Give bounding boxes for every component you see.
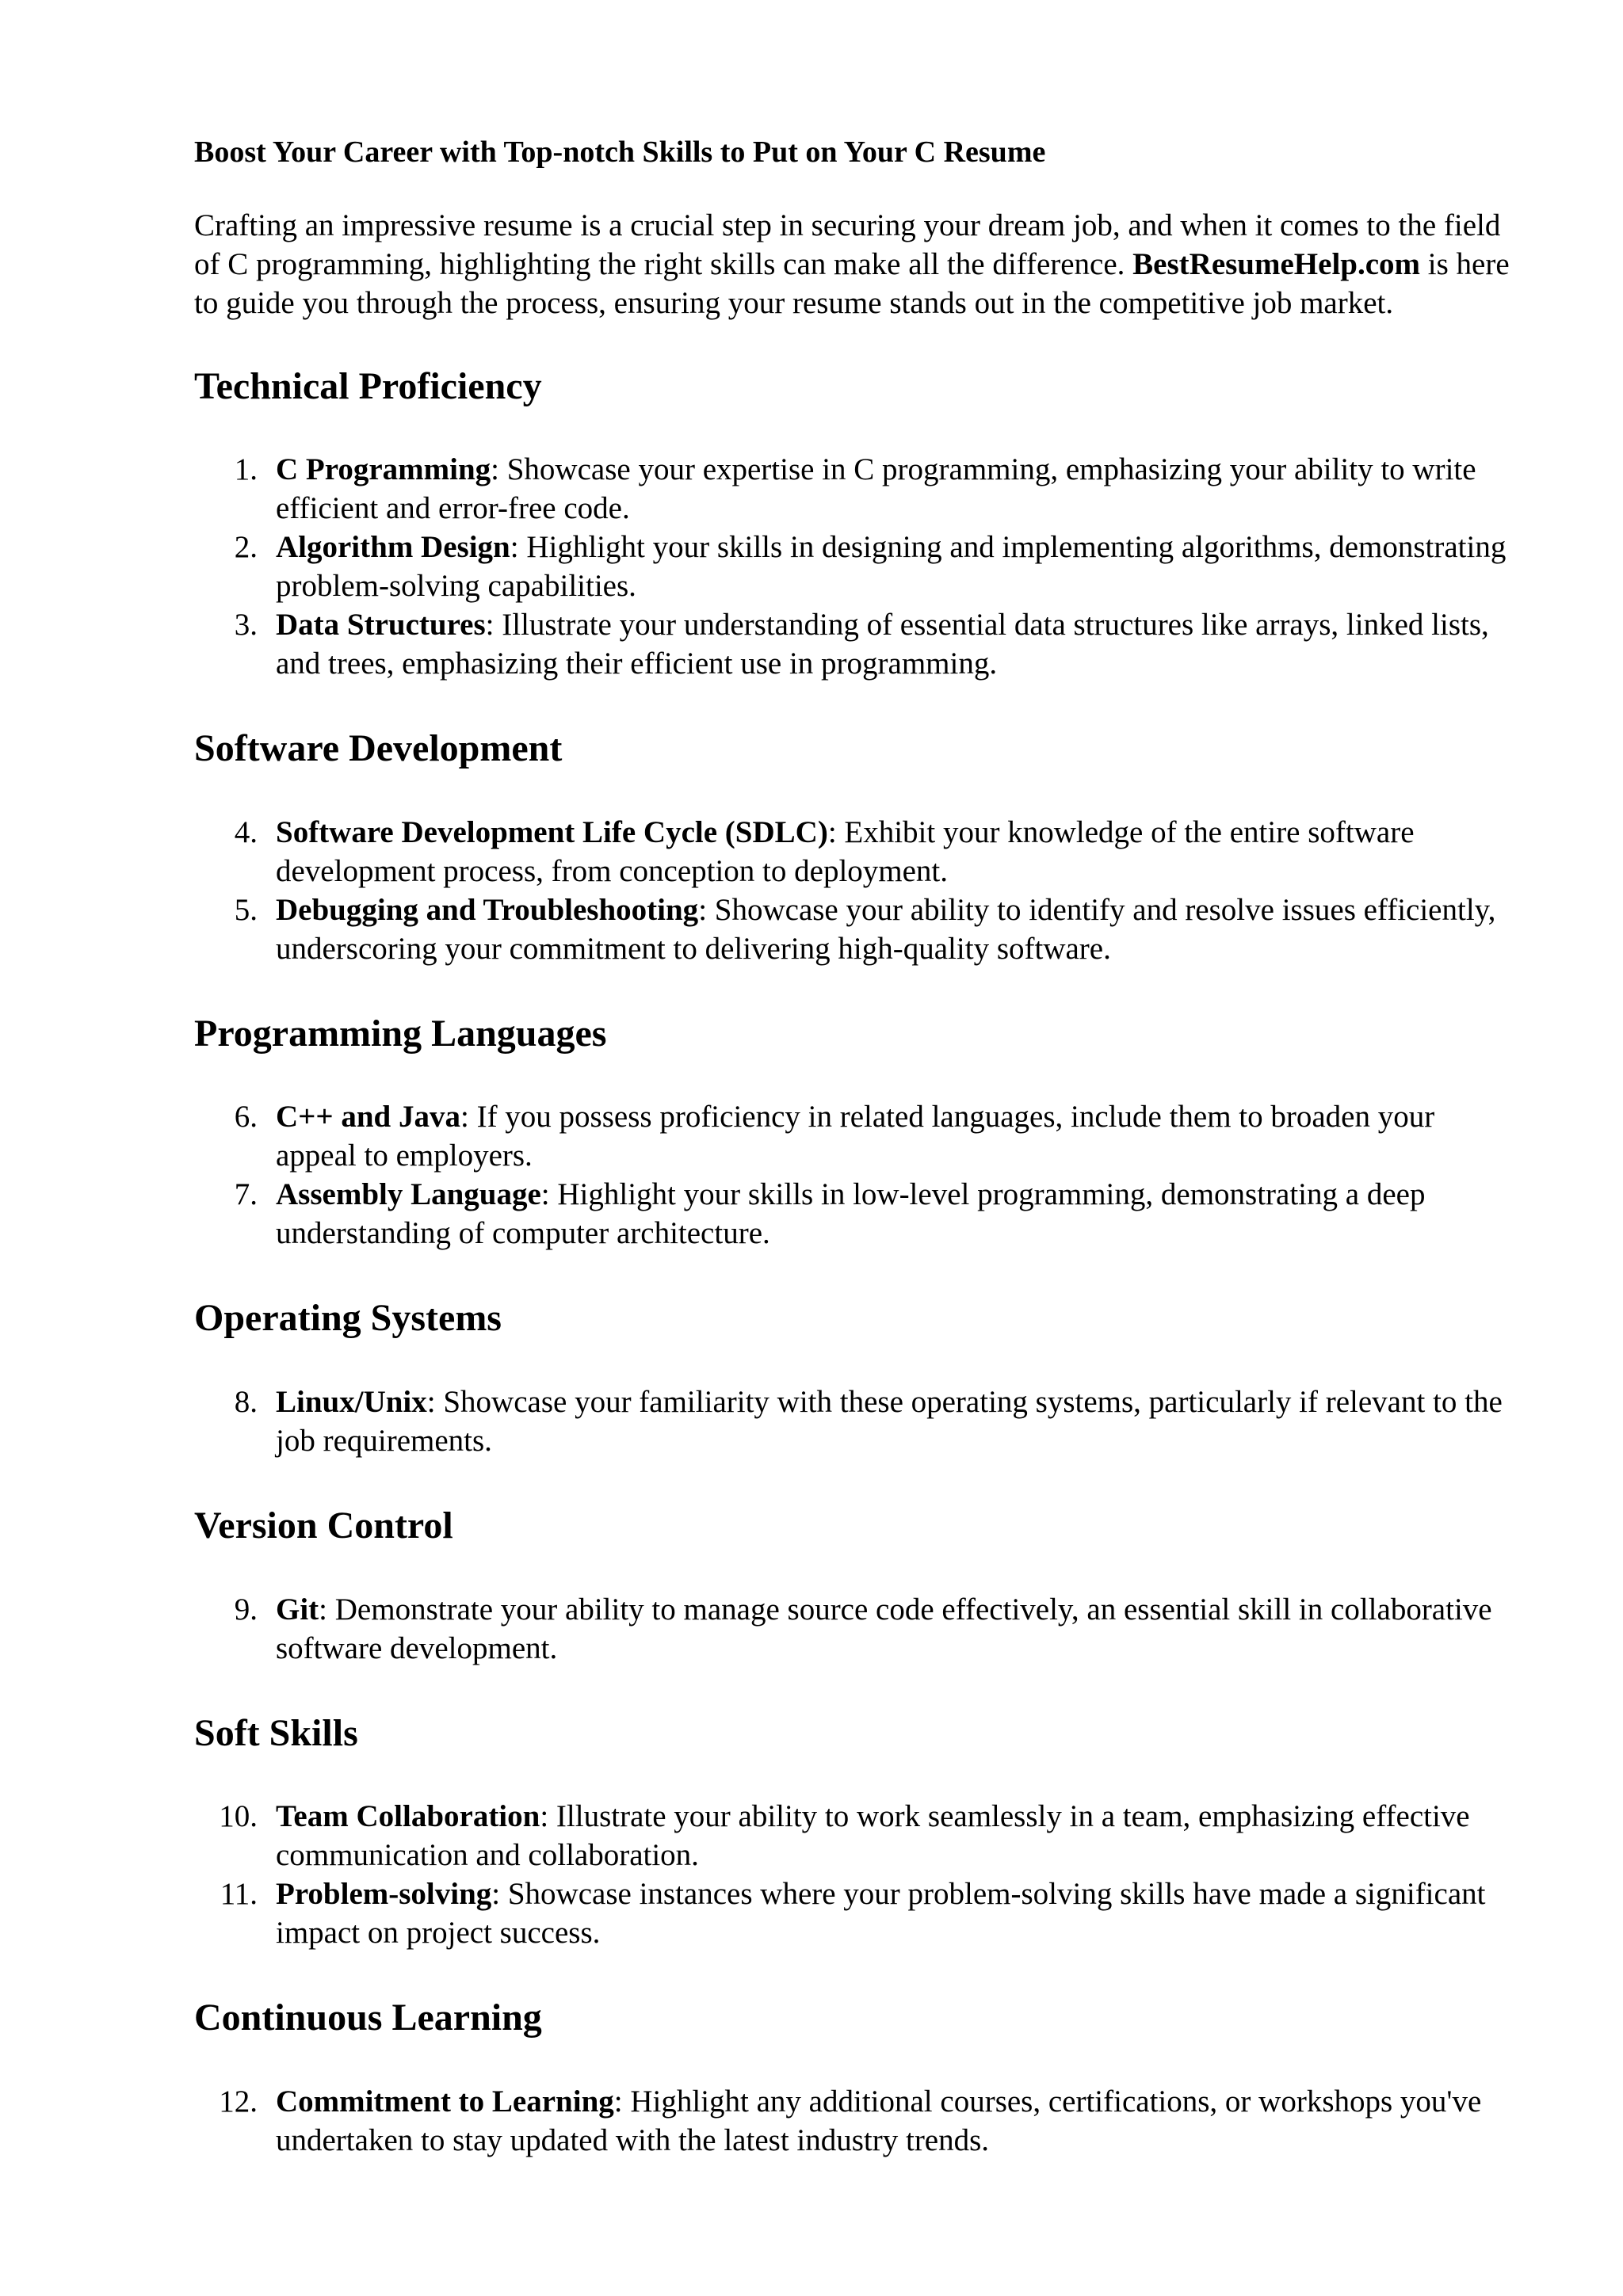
intro-text-after: is here to guide you through the process, ensuring your resume stands out in the competitive job market.	[194, 246, 1510, 320]
item-term: Linux/Unix	[276, 1384, 427, 1419]
item-number: 2.	[234, 530, 258, 565]
section-operating-systems	[194, 1295, 1512, 1460]
section-continuous-learning	[194, 1995, 1512, 2160]
item-term: Assembly Language	[276, 1177, 541, 1212]
section-technical-proficiency	[194, 364, 1512, 684]
item-description: : Showcase your expertise in C programming, emphasizing your ability to write efficient and error-free code.	[276, 452, 1476, 526]
list-item	[194, 1797, 1512, 1875]
item-term: Problem-solving	[276, 1877, 492, 1912]
item-term: Debugging and Troubleshooting	[276, 892, 699, 927]
item-number: 1.	[234, 452, 258, 487]
document-title: Boost Your Career with Top-notch Skills to Put on Your C Resume	[194, 135, 1046, 169]
item-number: 10.	[219, 1799, 258, 1834]
item-term: Algorithm Design	[276, 530, 510, 565]
list-item	[194, 1383, 1512, 1460]
item-term: C Programming	[276, 452, 491, 487]
section-version-control	[194, 1503, 1512, 1668]
item-number: 8.	[234, 1384, 258, 1419]
list-item	[194, 1590, 1512, 1668]
item-term: Team Collaboration	[276, 1799, 540, 1834]
list-item	[194, 528, 1512, 605]
item-term: Data Structures	[276, 608, 486, 643]
skill-list	[194, 813, 1512, 968]
item-number: 12.	[219, 2084, 258, 2119]
item-number: 9.	[234, 1592, 258, 1627]
skill-list	[194, 1097, 1512, 1253]
item-term: Git	[276, 1592, 319, 1627]
item-number: 5.	[234, 892, 258, 927]
item-number: 11.	[220, 1877, 258, 1912]
item-number: 6.	[234, 1100, 258, 1135]
item-number: 7.	[234, 1177, 258, 1212]
item-term: Software Development Life Cycle (SDLC)	[276, 814, 828, 849]
intro-text-before: Crafting an impressive resume is a crucial step in securing your dream job, and when it comes to the field of C programming, highlighting the right skills can make all the difference.	[194, 208, 1501, 281]
item-description: : Highlight your skills in designing and implementing algorithms, demonstrating problem-solving capabilities.	[276, 530, 1507, 604]
section-heading: Software Development	[194, 727, 563, 770]
skill-list	[194, 1590, 1512, 1668]
list-item	[194, 605, 1512, 683]
list-item	[194, 891, 1512, 968]
item-description: : Highlight your skills in low-level programming, demonstrating a deep understanding of computer architecture.	[276, 1177, 1426, 1251]
list-item	[194, 450, 1512, 528]
list-item	[194, 1097, 1512, 1175]
section-heading: Programming Languages	[194, 1012, 607, 1055]
list-item	[194, 1875, 1512, 1952]
item-term: Commitment to Learning	[276, 2084, 614, 2119]
item-description: : Highlight any additional courses, certifications, or workshops you've undertaken to stay updated with the latest industry trends.	[276, 2084, 1482, 2157]
item-description: : If you possess proficiency in related languages, include them to broaden your appeal to employers.	[276, 1100, 1435, 1173]
section-heading: Continuous Learning	[194, 1997, 542, 2039]
item-number: 3.	[234, 608, 258, 643]
section-heading: Technical Proficiency	[194, 364, 542, 407]
section-heading: Operating Systems	[194, 1297, 502, 1340]
list-item	[194, 813, 1512, 891]
item-description: : Showcase your ability to identify and resolve issues efficiently, underscoring your commitment to delivering high-quality software.	[276, 892, 1496, 966]
section-heading: Soft Skills	[194, 1711, 358, 1754]
item-description: : Showcase your familiarity with these operating systems, particularly if relevant to the job requirements.	[276, 1384, 1503, 1458]
skill-list	[194, 450, 1512, 683]
section-heading: Version Control	[194, 1504, 453, 1547]
item-description: : Showcase instances where your problem-solving skills have made a significant impact on project success.	[276, 1877, 1486, 1951]
list-item	[194, 2082, 1512, 2160]
item-number: 4.	[234, 814, 258, 849]
skill-list	[194, 2082, 1512, 2160]
section-programming-languages	[194, 1011, 1512, 1253]
section-soft-skills	[194, 1711, 1512, 1953]
intro-brand: BestResumeHelp.com	[1132, 246, 1421, 281]
list-item	[194, 1175, 1512, 1253]
item-description: : Demonstrate your ability to manage source code effectively, an essential skill in collaborative software development.	[276, 1592, 1492, 1665]
item-term: C++ and Java	[276, 1100, 460, 1135]
item-description: : Illustrate your understanding of essential data structures like arrays, linked lists, and trees, emphasizing their efficient use in programming.	[276, 608, 1489, 681]
item-description: : Illustrate your ability to work seamlessly in a team, emphasizing effective communication and collaboration.	[276, 1799, 1470, 1873]
skill-list	[194, 1797, 1512, 1952]
item-description: : Exhibit your knowledge of the entire software development process, from conception to deployment.	[276, 814, 1415, 888]
section-software-development	[194, 726, 1512, 968]
skill-list	[194, 1383, 1512, 1460]
intro-paragraph	[194, 206, 1512, 322]
